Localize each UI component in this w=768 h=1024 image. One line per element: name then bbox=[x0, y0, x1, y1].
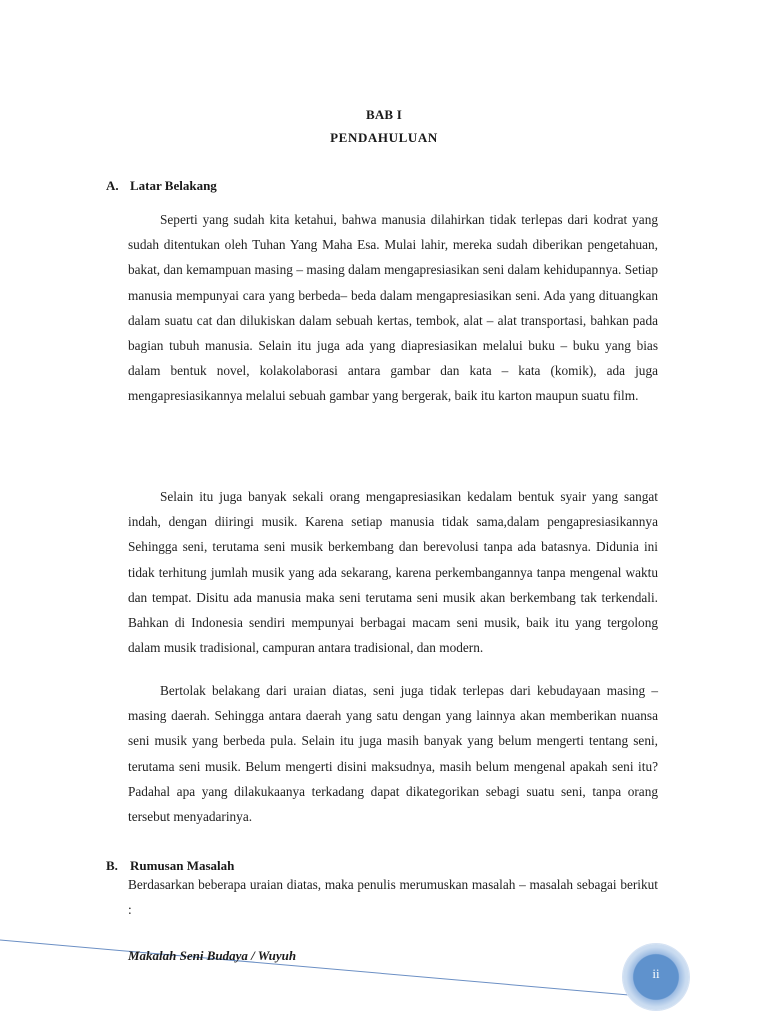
paragraph: Bertolak belakang dari uraian diatas, seni juga tidak terlepas dari kebudayaan masing – masing daerah. Sehingga antara daerah yang satu dengan yang lainnya akan memberikan nuansa seni musik yang berbeda pula. Selain itu juga masih banyak yang belum mengerti tentang seni, terutama seni musik. Belum mengerti disini maksudnya, masih belum mengenal apakah seni itu? Padahal apa yang dilakukaanya terkadang dapat dikategorikan sebagi suatu seni, tanpa orang tersebut menyadarinya. bbox=[128, 683, 658, 825]
section-title: Latar Belakang bbox=[130, 178, 217, 193]
paragraph: Selain itu juga banyak sekali orang mengapresiasikan kedalam bentuk syair yang sangat indah, dengan diiringi musik. Karena setiap manusia tidak sama,dalam pengapresiasikannya Sehingga seni, terutama seni musik berkembang dan berevolusi tanpa ada batasnya. Didunia ini tidak terhitung jumlah musik yang ada sekarang, karena perkembangannya tanpa mengenal waktu dan tempat. Disitu ada manusia maka seni terutama seni musik akan berkembang tak terkendali. Bahkan di Indonesia sendiri mempunyai berbagai macam seni musik, baik itu yang tergolong dalam musik tradisional, campuran antara tradisional, dan modern. bbox=[128, 489, 658, 656]
section-title: Rumusan Masalah bbox=[130, 858, 235, 873]
page-number-badge bbox=[623, 944, 689, 1010]
paragraph: Berdasarkan beberapa uraian diatas, maka penulis merumuskan masalah – masalah sebagai berikut : bbox=[128, 877, 658, 918]
section-label: A. bbox=[106, 178, 119, 193]
chapter-title: PENDAHULUAN bbox=[330, 130, 438, 145]
footer-text: Makalah Seni Budaya / Wuyuh bbox=[128, 948, 297, 963]
section-label: B. bbox=[106, 858, 118, 873]
chapter-number: BAB I bbox=[365, 107, 403, 122]
paragraph: Seperti yang sudah kita ketahui, bahwa manusia dilahirkan tidak terlepas dari kodrat yang sudah ditentukan oleh Tuhan Yang Maha Esa. Mulai lahir, mereka sudah diberikan pengetahuan, bakat, dan kemampuan masing – masing dalam mengapresiasikan seni dalam kehidupannya. Setiap manusia mempunyai cara yang berbeda– beda dalam mengapresiasikan seni. Ada yang dituangkan dalam suatu cat dan dilukiskan dalam sebuah kertas, tembok, alat – alat transportasi, bahkan pada bagian tubuh manusia. Selain itu juga ada yang diapresiasikan melalui buku – buku yang bias dalam bentuk novel, kolakolaborasi antara gambar dan kata – kata (komik), ada juga mengapresiasikannya melalui sebuah gambar yang bergerak, baik itu karton maupun suatu film. bbox=[128, 212, 658, 404]
page-number: ii bbox=[652, 966, 660, 981]
